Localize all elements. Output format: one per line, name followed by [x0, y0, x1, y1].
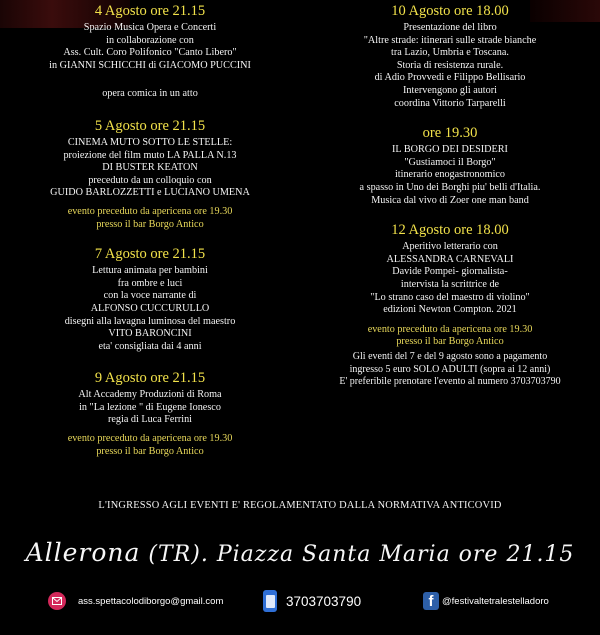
- event-line: itinerario enogastronomico: [394, 169, 506, 181]
- event-9-agosto: [0, 369, 300, 458]
- location-town: Allerona: [25, 538, 141, 567]
- event-line: in "La lezione " di Eugene Ionesco: [79, 401, 221, 413]
- event-line: "Altre strade: itinerari sulle strade bianche: [363, 34, 537, 46]
- event-line: con la voce narrante di: [103, 290, 197, 302]
- left-column: [0, 2, 300, 458]
- event-10-agosto: [300, 2, 600, 110]
- event-line: regia di Luca Ferrini: [107, 414, 192, 426]
- event-line: Ass. Cult. Coro Polifonico "Canto Libero": [63, 47, 237, 59]
- event-line: proiezione del film muto LA PALLA N.13: [63, 149, 237, 161]
- event-note: presso il bar Borgo Antico: [96, 445, 204, 457]
- event-line: opera comica in un atto: [102, 88, 198, 100]
- event-line: Aperitivo letterario con: [402, 241, 498, 253]
- event-line: in collaborazione con: [106, 34, 194, 46]
- event-line: IL BORGO DEI DESIDERI: [392, 144, 508, 156]
- event-note: evento preceduto da apericena ore 19.30: [67, 205, 233, 217]
- event-date: 7 Agosto ore 21.15: [94, 246, 206, 263]
- facebook-icon: f: [423, 592, 439, 610]
- event-line: VITO BARONCINI: [108, 328, 192, 340]
- mail-icon: [48, 592, 66, 610]
- event-note: presso il bar Borgo Antico: [96, 218, 204, 230]
- event-line: "Lo strano caso del maestro di violino": [370, 291, 530, 303]
- contact-footer: [0, 586, 600, 626]
- event-date: 9 Agosto ore 21.15: [94, 370, 206, 387]
- social-handle[interactable]: @festivaltetralestelladoro: [442, 595, 549, 607]
- notice-line: E' preferibile prenotare l'evento al numero 3703703790: [339, 376, 561, 387]
- event-line: GUIDO BARLOZZETTI e LUCIANO UMENA: [50, 187, 250, 199]
- event-line: tra Lazio, Umbria e Toscana.: [391, 47, 509, 59]
- event-line: Storia di resistenza rurale.: [396, 59, 504, 71]
- anticovid-notice: L'INGRESSO AGLI EVENTI E' REGOLAMENTATO DALLA NORMATIVA ANTICOVID: [98, 500, 502, 511]
- event-line: Intervengono gli autori: [403, 84, 497, 96]
- right-column: [300, 2, 600, 349]
- payment-notice: [300, 351, 600, 389]
- phone-contact[interactable]: [263, 586, 361, 616]
- event-line: "Gustiamoci il Borgo": [404, 156, 496, 168]
- event-line: coordina Vittorio Tarparelli: [394, 97, 506, 109]
- event-line: ALESSANDRA CARNEVALI: [386, 253, 514, 265]
- event-date: 5 Agosto ore 21.15: [94, 117, 206, 134]
- event-7-agosto: [0, 245, 300, 353]
- event-5-agosto: [0, 117, 300, 231]
- event-line: a spasso in Uno dei Borghi piu' belli d'Italia.: [359, 181, 541, 193]
- event-line: Presentazione del libro: [403, 22, 497, 33]
- event-line: preceduto da un colloquio con: [88, 174, 212, 186]
- phone-number[interactable]: 3703703790: [286, 593, 362, 609]
- event-borgo-desideri: [300, 124, 600, 207]
- event-line: ALFONSO CUCCURULLO: [90, 302, 210, 314]
- location-banner: [0, 538, 600, 567]
- email-address[interactable]: ass.spettacolodiborgo@gmail.com: [78, 595, 224, 607]
- location-details: . Piazza Santa Maria ore 21.15: [200, 542, 575, 567]
- location-province: (TR): [148, 542, 201, 567]
- event-12-agosto: [300, 221, 600, 349]
- notice-line: ingresso 5 euro SOLO ADULTI (sopra ai 12 anni): [349, 363, 551, 375]
- phone-icon: [263, 590, 277, 612]
- event-line: CINEMA MUTO SOTTO LE STELLE:: [67, 136, 233, 148]
- event-line: Alt Accademy Produzioni di Roma: [78, 389, 222, 401]
- event-line: Spazio Musica Opera e Concerti: [83, 22, 217, 33]
- event-line: fra ombre e luci: [117, 277, 183, 289]
- event-date: ore 19.30: [422, 125, 478, 142]
- event-line: in GIANNI SCHICCHI di GIACOMO PUCCINI: [49, 59, 251, 71]
- event-note: evento preceduto da apericena ore 19.30: [67, 433, 233, 445]
- event-line: Davide Pompei- giornalista-: [392, 266, 508, 278]
- event-line: di Adio Provvedi e Filippo Bellisario: [374, 72, 526, 84]
- event-date: 10 Agosto ore 18.00: [391, 3, 509, 19]
- event-date: 12 Agosto ore 18.00: [391, 222, 509, 239]
- event-4-agosto: [0, 2, 300, 101]
- event-line: DI BUSTER KEATON: [102, 162, 198, 174]
- event-line: disegni alla lavagna luminosa del maestro: [64, 315, 236, 327]
- event-note: evento preceduto da apericena ore 19.30: [367, 323, 533, 335]
- social-contact[interactable]: [423, 586, 549, 616]
- event-line: edizioni Newton Compton. 2021: [383, 304, 517, 316]
- notice-line: Gli eventi del 7 e del 9 agosto sono a pagamento: [352, 351, 548, 362]
- event-date: 4 Agosto ore 21.15: [94, 3, 206, 19]
- event-line: intervista la scrittrice de: [400, 278, 500, 290]
- event-line: eta' consigliata dai 4 anni: [98, 340, 202, 352]
- event-line: Musica dal vivo di Zoer one man band: [371, 194, 529, 206]
- email-contact[interactable]: [48, 586, 223, 616]
- event-note: presso il bar Borgo Antico: [396, 336, 504, 348]
- event-line: Lettura animata per bambini: [92, 265, 208, 277]
